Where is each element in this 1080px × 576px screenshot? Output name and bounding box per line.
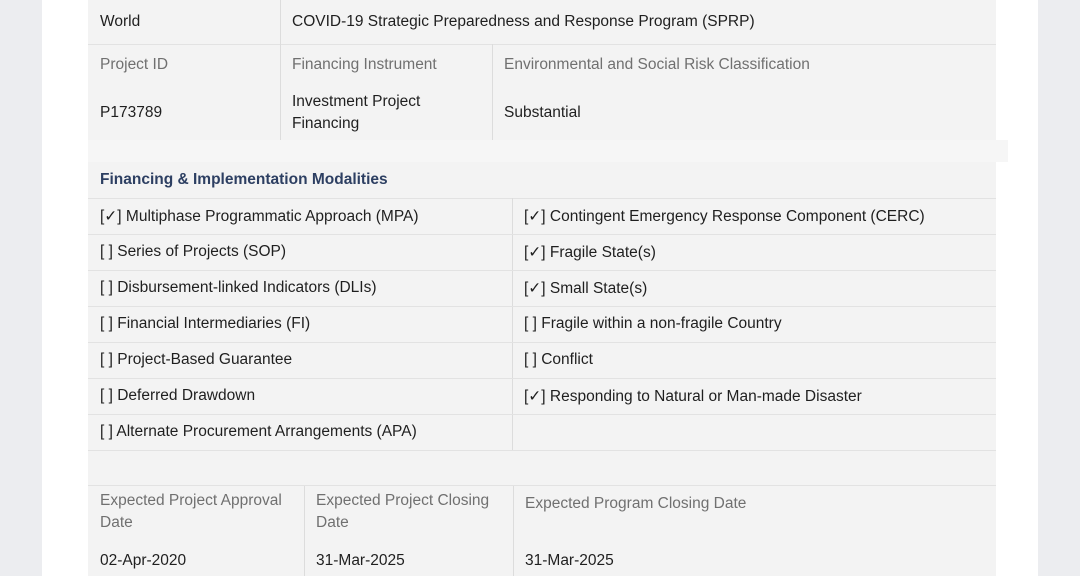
project-id-label: Project ID: [100, 56, 169, 73]
modality-label: [ ] Deferred Drawdown: [100, 387, 256, 404]
column-divider: [280, 44, 281, 140]
column-divider: [492, 44, 493, 140]
modalities-block: [88, 162, 996, 450]
region-value: World: [100, 13, 141, 30]
modality-label: [ ] Disbursement-linked Indicators (DLIs): [100, 279, 377, 296]
risk-value-cell: [492, 86, 996, 140]
modality-label: [✓] Multiphase Programmatic Approach (MPA): [100, 207, 419, 225]
modality-label: [ ] Project-Based Guarantee: [100, 351, 293, 368]
instrument-line-1: Investment Project: [292, 93, 421, 110]
modality-label: [✓] Fragile State(s): [524, 243, 656, 261]
modalities-title: Financing & Implementation Modalities: [100, 171, 388, 188]
approval-label-cell: [88, 486, 304, 538]
region-cell: [88, 0, 280, 44]
modality-item: [512, 234, 996, 270]
risk-label-cell: [492, 44, 996, 86]
approval-value-cell: [88, 546, 304, 576]
approval-date-value: 02-Apr-2020: [100, 552, 187, 569]
modality-item: [512, 306, 996, 342]
program-closing-date-value: 31-Mar-2025: [525, 552, 614, 569]
instrument-line-2: Financing: [292, 115, 360, 132]
instrument-value-cell: [280, 86, 492, 140]
closing-label-line-1: Expected Project Closing: [316, 492, 490, 509]
modality-item: [88, 198, 512, 234]
closing-label-line-2: Date: [316, 514, 349, 531]
modality-item: [88, 234, 512, 270]
modality-label: [ ] Series of Projects (SOP): [100, 243, 287, 260]
modality-item: [512, 270, 996, 306]
modality-label: [✓] Contingent Emergency Response Component (CERC): [524, 207, 925, 225]
risk-classification-value: Substantial: [504, 104, 581, 121]
row-divider: [88, 450, 996, 451]
modality-label: [ ] Financial Intermediaries (FI): [100, 315, 311, 332]
modality-item: [512, 342, 996, 378]
column-divider: [513, 486, 514, 576]
dates-block: [88, 486, 996, 576]
instrument-label-cell: [280, 44, 492, 86]
modality-label: [✓] Responding to Natural or Man-made Disaster: [524, 387, 862, 405]
modality-item: [88, 306, 512, 342]
program-closing-date-label: Expected Program Closing Date: [525, 495, 747, 512]
closing-label-cell: [304, 486, 513, 538]
risk-classification-label: Environmental and Social Risk Classification: [504, 56, 810, 73]
header-row: [88, 0, 996, 44]
approval-date-label: [100, 490, 282, 534]
program-closing-label-cell: [513, 486, 996, 522]
approval-label-line-1: Expected Project Approval: [100, 492, 282, 509]
modality-item: [88, 342, 512, 378]
closing-value-cell: [304, 546, 513, 576]
document-page: [42, 0, 1038, 576]
modality-item: [88, 378, 512, 414]
financing-instrument-label: Financing Instrument: [292, 56, 437, 73]
project-id-value: P173789: [100, 104, 163, 121]
program-closing-value-cell: [513, 546, 996, 576]
modalities-title-cell: [88, 162, 996, 198]
column-divider: [304, 486, 305, 576]
closing-date-value: 31-Mar-2025: [316, 552, 405, 569]
modality-item: [88, 270, 512, 306]
project-info-block: [88, 44, 996, 140]
program-cell: [280, 0, 996, 44]
modality-label: [✓] Small State(s): [524, 279, 648, 297]
modality-item: [512, 378, 996, 414]
modality-label: [ ] Fragile within a non-fragile Country: [524, 315, 782, 332]
project-id-label-cell: [88, 44, 280, 86]
program-name: COVID-19 Strategic Preparedness and Response Program (SPRP): [292, 13, 755, 30]
financing-instrument-value: [292, 91, 420, 135]
modality-item: [88, 414, 512, 450]
modality-label: [ ] Conflict: [524, 351, 593, 368]
modality-label: [ ] Alternate Procurement Arrangements (APA): [100, 423, 417, 440]
closing-date-label: [316, 490, 489, 534]
modality-item: [512, 198, 996, 234]
empty-band: [88, 450, 996, 486]
spacer-band: [88, 140, 1008, 162]
approval-label-line-2: Date: [100, 514, 133, 531]
project-id-value-cell: [88, 86, 280, 140]
